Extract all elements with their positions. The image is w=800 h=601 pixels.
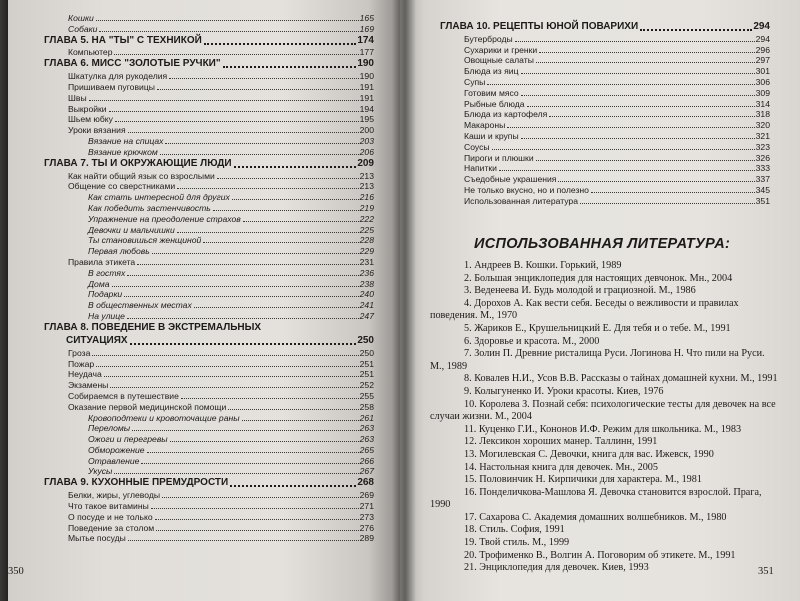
toc-entry-page: 200 (359, 125, 374, 136)
toc-entry (44, 369, 374, 380)
toc-leader-dots (580, 203, 755, 204)
toc-entry-title: Пожар (68, 358, 95, 369)
toc-leader-dots (96, 366, 358, 367)
literature-item: 10. Королева З. Познай себя: психологические тесты для девочек на все случаи жизни. М., 2004 (430, 398, 776, 423)
toc-entry-page: 345 (755, 184, 770, 195)
toc-entry (44, 433, 374, 444)
toc-entry-title: Первая любовь (88, 246, 150, 257)
toc-entry-page: 190 (359, 71, 374, 82)
toc-leader-dots (127, 275, 358, 276)
toc-entry-title: В гостях (88, 267, 126, 278)
toc-entry-page: 191 (359, 81, 374, 92)
toc-leader-dots (141, 463, 358, 464)
toc-entry-page: 206 (359, 146, 374, 157)
toc-entry-title: Белки, жиры, углеводы (68, 490, 161, 501)
toc-entry-title: Отравление (88, 455, 140, 466)
toc-entry (44, 522, 374, 533)
toc-entry-page: 309 (755, 87, 770, 98)
toc-leader-dots (155, 519, 359, 520)
toc-leader-dots (130, 343, 357, 345)
toc-leader-dots (243, 221, 359, 222)
toc-entry-page: 203 (359, 135, 374, 146)
toc-entry-title: Соусы (464, 141, 490, 152)
left-table-of-contents (44, 12, 374, 543)
toc-entry (44, 202, 374, 213)
toc-entry-page: 337 (755, 174, 770, 185)
toc-leader-dots (92, 355, 358, 356)
toc-entry-title: Поведение за столом (68, 522, 155, 533)
toc-entry-title: Гроза (68, 347, 91, 358)
toc-entry-page: 265 (359, 444, 374, 455)
toc-leader-dots (228, 409, 358, 410)
literature-item: 6. Здоровье и красота. М., 2000 (464, 335, 600, 347)
toc-entry-title: ГЛАВА 7. ТЫ И ОКРУЖАЮЩИЕ ЛЮДИ (44, 157, 232, 169)
toc-entry-title: Готовим мясо (464, 87, 519, 98)
toc-entry-title: ГЛАВА 5. НА "ТЫ" С ТЕХНИКОЙ (44, 34, 202, 46)
toc-leader-dots (128, 132, 359, 133)
toc-leader-dots (152, 253, 359, 254)
toc-entry (44, 81, 374, 92)
toc-entry-title: Укусы (88, 466, 113, 477)
toc-entry (440, 130, 770, 141)
toc-leader-dots (114, 54, 358, 55)
toc-leader-dots (539, 52, 754, 53)
toc-entry-title: Съедобные украшения (464, 174, 557, 185)
toc-entry-title: Упражнение на преодоление страхов (88, 213, 241, 224)
toc-entry-page: 219 (359, 202, 374, 213)
toc-entry (44, 191, 374, 202)
toc-entry (44, 92, 374, 103)
toc-entry-title: Напитки (464, 163, 497, 174)
toc-leader-dots (499, 170, 755, 171)
toc-entry (440, 87, 770, 98)
toc-entry-page: 351 (755, 195, 770, 206)
toc-entry-page: 229 (359, 246, 374, 257)
literature-item: 5. Жариков Е., Крушельницкий Е. Для тебя и о тебе. М., 1991 (464, 322, 731, 334)
literature-item: 21. Энциклопедия для девочек. Киев, 1993 (464, 562, 649, 574)
toc-leader-dots (177, 188, 358, 189)
toc-entry-title: В общественных местах (88, 300, 192, 311)
toc-leader-dots (521, 138, 755, 139)
toc-leader-dots (114, 473, 358, 474)
toc-entry (44, 47, 374, 58)
toc-entry-page: 258 (359, 401, 374, 412)
toc-entry-page: 250 (357, 334, 374, 346)
toc-entry-page: 241 (359, 300, 374, 311)
toc-entry (44, 511, 374, 522)
toc-entry-page: 296 (755, 44, 770, 55)
toc-entry-page: 263 (359, 434, 374, 445)
toc-entry-title: Овощные салаты (464, 55, 534, 66)
toc-entry (440, 33, 770, 44)
toc-entry (440, 109, 770, 120)
toc-leader-dots (203, 242, 358, 243)
toc-entry (44, 476, 374, 489)
toc-entry (440, 119, 770, 130)
toc-entry-title: Выкройки (68, 103, 107, 114)
literature-item: 17. Сахарова С. Академия домашних волшебников. М., 1980 (464, 511, 727, 523)
literature-item: 3. Веденеева И. Будь молодой и грациозной. М., 1986 (464, 285, 696, 297)
toc-entry-title: Компьютер (68, 47, 113, 58)
toc-entry (44, 412, 374, 423)
toc-leader-dots (515, 41, 755, 42)
toc-entry-title: Супы (464, 76, 486, 87)
toc-entry-page: 268 (357, 477, 374, 489)
toc-entry (440, 98, 770, 109)
toc-entry-page: 267 (359, 466, 374, 477)
toc-entry (44, 245, 374, 256)
literature-heading: ИСПОЛЬЗОВАННАЯ ЛИТЕРАТУРА: (474, 236, 731, 252)
toc-entry-title: Подарки (88, 289, 123, 300)
left-page (8, 0, 400, 601)
toc-entry (44, 267, 374, 278)
toc-entry (44, 146, 374, 157)
toc-leader-dots (521, 73, 755, 74)
toc-leader-dots (165, 143, 358, 144)
toc-entry-title: Шьем юбку (68, 114, 113, 125)
toc-entry (44, 157, 374, 170)
toc-entry-page: 174 (357, 34, 374, 46)
toc-entry-page: 323 (755, 141, 770, 152)
toc-leader-dots (549, 116, 754, 117)
toc-entry-title: Не только вкусно, но и полезно (464, 184, 589, 195)
toc-entry-title: Переломы (88, 423, 131, 434)
toc-entry-page: 240 (359, 289, 374, 300)
toc-entry-title: Вязание на спицах (88, 135, 164, 146)
toc-entry (44, 103, 374, 114)
toc-leader-dots (162, 497, 359, 498)
toc-leader-dots (110, 387, 358, 388)
toc-leader-dots (124, 296, 359, 297)
toc-entry-title: Бутерброды (464, 33, 513, 44)
toc-entry (44, 444, 374, 455)
toc-entry (44, 455, 374, 466)
toc-entry-page: 169 (359, 23, 374, 34)
toc-entry (44, 401, 374, 412)
toc-entry-title: Ожоги и перегревы (88, 434, 168, 445)
toc-leader-dots (213, 210, 359, 211)
toc-entry-page: 209 (357, 157, 374, 169)
toc-entry-title: ГЛАВА 10. РЕЦЕПТЫ ЮНОЙ ПОВАРИХИ (440, 21, 639, 32)
toc-leader-dots (536, 62, 755, 63)
toc-entry-title: Девочки и мальчишки (88, 224, 175, 235)
toc-entry-title: Собираемся в путешествие (68, 390, 179, 401)
toc-entry-title: Правила этикета (68, 256, 136, 267)
toc-entry-page: 213 (359, 170, 374, 181)
toc-entry-page: 213 (359, 181, 374, 192)
literature-item: 14. Настольная книга для девочек. Мн., 2005 (464, 461, 658, 473)
toc-entry (44, 135, 374, 146)
toc-entry-title: Дома (88, 278, 110, 289)
literature-item: 18. Стиль. София, 1991 (464, 524, 565, 536)
toc-entry-page: 314 (755, 98, 770, 109)
toc-entry-title: Уроки вязания (68, 125, 126, 136)
toc-entry-title: О посуде и не только (68, 511, 153, 522)
toc-entry-page: 321 (755, 130, 770, 141)
toc-entry-title: Обморожение (88, 444, 145, 455)
toc-entry-title: Как стать интересной для других (88, 192, 230, 203)
toc-entry-page: 289 (359, 533, 374, 544)
toc-entry (440, 65, 770, 76)
literature-item: 16. Понделичкова-Машлова Я. Девочка становится взрослой. Прага, 1990 (430, 486, 762, 511)
literature-list (430, 260, 780, 575)
toc-entry-page: 251 (359, 358, 374, 369)
toc-entry (44, 170, 374, 181)
toc-entry (44, 57, 374, 70)
toc-entry-page: 190 (357, 58, 374, 70)
toc-entry-title: Общение со сверстниками (68, 181, 176, 192)
toc-entry (44, 289, 374, 300)
book-spine-shadow (392, 0, 416, 601)
toc-entry (44, 466, 374, 477)
toc-entry (44, 379, 374, 390)
literature-item: 7. Золин П. Древние ристалища Руси. Логинова Н. Что пили на Руси. М., 1989 (430, 348, 765, 372)
literature-item: 20. Трофименко В., Волгин А. Поговорим об этикете. М., 1991 (464, 549, 736, 561)
toc-leader-dots (640, 29, 752, 31)
toc-entry-title: ГЛАВА 8. ПОВЕДЕНИЕ В ЭКСТРЕМАЛЬНЫХ (44, 321, 262, 333)
toc-entry-title: Собаки (68, 23, 98, 34)
literature-item: 8. Ковалев Н.И., Усов В.В. Рассказы о тайнах домашней кухни. М., 1991 (464, 373, 778, 385)
toc-leader-dots (536, 160, 755, 161)
toc-entry-page: 326 (755, 152, 770, 163)
toc-entry-title: Использованная литература (464, 195, 578, 206)
toc-leader-dots (157, 89, 359, 90)
toc-leader-dots (128, 540, 359, 541)
toc-entry-page: 228 (359, 235, 374, 246)
toc-entry (44, 34, 374, 47)
toc-entry (44, 310, 374, 321)
toc-entry-page: 301 (755, 66, 770, 77)
toc-entry-page: 297 (755, 55, 770, 66)
toc-leader-dots (137, 264, 358, 265)
toc-entry (440, 44, 770, 55)
right-table-of-contents (440, 20, 770, 206)
literature-item: 15. Половинчик Н. Кирпичики для характера. М., 1981 (464, 474, 702, 486)
toc-entry (44, 114, 374, 125)
toc-leader-dots (223, 66, 357, 68)
toc-leader-dots (177, 232, 359, 233)
toc-leader-dots (217, 178, 359, 179)
toc-entry-page: 318 (755, 109, 770, 120)
toc-entry (44, 358, 374, 369)
toc-entry-title: СИТУАЦИЯХ (66, 334, 128, 346)
toc-entry-title: Пироги и плюшки (464, 152, 534, 163)
toc-leader-dots (234, 166, 357, 168)
literature-item: 11. Куценко Г.И., Кононов И.Ф. Режим для школьника. М., 1983 (464, 423, 742, 435)
toc-leader-dots (104, 376, 359, 377)
toc-entry-page: 271 (359, 501, 374, 512)
toc-entry-page: 222 (359, 213, 374, 224)
toc-entry (440, 55, 770, 66)
toc-entry (440, 20, 770, 33)
toc-leader-dots (492, 149, 755, 150)
toc-entry-title: Экзамены (68, 380, 109, 391)
toc-entry-page: 247 (359, 310, 374, 321)
toc-leader-dots (132, 430, 359, 431)
toc-entry-page: 306 (755, 76, 770, 87)
toc-entry-page: 251 (359, 369, 374, 380)
literature-item: 4. Дорохов А. Как вести себя. Беседы о вежливости и правилах поведения. М., 1970 (430, 297, 739, 322)
toc-entry-page: 333 (755, 163, 770, 174)
toc-entry (44, 181, 374, 192)
literature-item: 9. Колыгуненко И. Уроки красоты. Киев, 1976 (464, 385, 664, 397)
toc-leader-dots (127, 318, 359, 319)
toc-entry-title: Кровоподтеки и кровоточащие раны (88, 412, 240, 423)
toc-leader-dots (558, 181, 754, 182)
toc-leader-dots (487, 84, 754, 85)
toc-entry (44, 390, 374, 401)
toc-entry-page: 252 (359, 380, 374, 391)
toc-entry-title: Оказание первой медицинской помощи (68, 401, 227, 412)
toc-entry (440, 76, 770, 87)
toc-entry (44, 12, 374, 23)
toc-entry (44, 70, 374, 81)
toc-leader-dots (507, 127, 754, 128)
toc-leader-dots (112, 286, 359, 287)
toc-entry (44, 23, 374, 34)
toc-leader-dots (147, 452, 359, 453)
toc-entry-title: Рыбные блюда (464, 98, 525, 109)
toc-leader-dots (151, 508, 359, 509)
toc-leader-dots (591, 192, 755, 193)
toc-entry-page: 263 (359, 423, 374, 434)
toc-entry-title: Ты становишься женщиной (88, 235, 202, 246)
toc-entry-page: 195 (359, 114, 374, 125)
toc-entry-page: 238 (359, 278, 374, 289)
toc-entry-title: ГЛАВА 9. КУХОННЫЕ ПРЕМУДРОСТИ (44, 477, 229, 489)
left-page-number: 350 (8, 566, 24, 577)
toc-entry-page: 165 (359, 12, 374, 23)
toc-leader-dots (169, 78, 358, 79)
toc-entry-page: 273 (359, 511, 374, 522)
toc-entry-page: 194 (359, 103, 374, 114)
literature-item: 1. Андреев В. Кошки. Горький, 1989 (464, 260, 622, 271)
toc-entry (440, 173, 770, 184)
toc-entry (440, 152, 770, 163)
toc-entry-page: 261 (359, 412, 374, 423)
toc-leader-dots (89, 100, 359, 101)
toc-entry (44, 224, 374, 235)
toc-leader-dots (194, 307, 359, 308)
toc-entry-title: Блюда из картофеля (464, 109, 548, 120)
literature-item: 12. Лексикон хороших манер. Таллинн, 1991 (464, 436, 658, 448)
toc-entry-page: 216 (359, 192, 374, 203)
toc-entry-title: Швы (68, 92, 87, 103)
toc-entry-title: Мытье посуды (68, 533, 126, 544)
toc-entry (44, 299, 374, 310)
toc-entry-title: Шкатулка для рукоделия (68, 71, 168, 82)
toc-entry-title: Сухарики и гренки (464, 44, 538, 55)
toc-entry-page: 191 (359, 92, 374, 103)
toc-entry (44, 334, 374, 347)
toc-entry-title: На улице (88, 310, 125, 321)
toc-entry-page: 276 (359, 522, 374, 533)
toc-entry (44, 321, 374, 334)
toc-entry (44, 124, 374, 135)
toc-entry (44, 278, 374, 289)
toc-entry-page: 231 (359, 256, 374, 267)
toc-entry-page: 250 (359, 347, 374, 358)
toc-entry-page: 236 (359, 267, 374, 278)
toc-entry-title: Вязание крючком (88, 146, 158, 157)
literature-item: 2. Большая энциклопедия для настоящих девчонок. Мн., 2004 (464, 272, 733, 284)
toc-leader-dots (109, 111, 359, 112)
toc-leader-dots (181, 398, 359, 399)
toc-leader-dots (156, 530, 359, 531)
toc-entry (440, 184, 770, 195)
right-page-number: 351 (758, 566, 774, 577)
toc-entry-title: Кошки (68, 12, 94, 23)
toc-leader-dots (242, 420, 359, 421)
toc-leader-dots (170, 441, 359, 442)
literature-item: 13. Могилевская С. Девочки, книга для вас. Ижевск, 1990 (464, 448, 714, 460)
right-page (400, 0, 800, 601)
toc-entry-page: 266 (359, 455, 374, 466)
toc-entry (44, 256, 374, 267)
toc-entry-title: Каши и крупы (464, 130, 519, 141)
toc-leader-dots (230, 485, 356, 487)
toc-entry-title: Неудача (68, 369, 102, 380)
toc-leader-dots (160, 154, 359, 155)
toc-entry (440, 163, 770, 174)
toc-entry (44, 347, 374, 358)
toc-entry-title: Блюда из яиц (464, 66, 519, 77)
toc-entry (44, 533, 374, 544)
toc-leader-dots (204, 43, 357, 45)
toc-entry-page: 294 (755, 33, 770, 44)
toc-entry (44, 500, 374, 511)
toc-entry-title: ГЛАВА 6. МИСС "ЗОЛОТЫЕ РУЧКИ" (44, 58, 221, 70)
toc-entry-title: Как найти общий язык со взрослыми (68, 170, 215, 181)
toc-entry-title: Что такое витамины (68, 501, 149, 512)
toc-entry-page: 320 (755, 120, 770, 131)
toc-leader-dots (96, 20, 359, 21)
literature-item: 19. Твой стиль. М., 1999 (464, 537, 570, 549)
toc-entry (44, 213, 374, 224)
toc-entry-title: Пришиваем пуговицы (68, 81, 155, 92)
toc-entry-page: 255 (359, 390, 374, 401)
toc-entry-page: 269 (359, 490, 374, 501)
toc-entry (440, 141, 770, 152)
toc-leader-dots (115, 121, 359, 122)
toc-entry-title: Как победить застенчивость (88, 202, 211, 213)
toc-leader-dots (527, 106, 755, 107)
toc-entry-page: 294 (753, 21, 770, 32)
toc-entry (44, 489, 374, 500)
toc-entry-title: Макароны (464, 120, 506, 131)
toc-leader-dots (232, 199, 359, 200)
toc-entry (44, 423, 374, 434)
toc-leader-dots (99, 31, 358, 32)
toc-entry (44, 235, 374, 246)
toc-leader-dots (521, 95, 755, 96)
toc-entry-page: 225 (359, 224, 374, 235)
toc-entry (440, 195, 770, 206)
toc-entry-page: 177 (359, 47, 374, 58)
